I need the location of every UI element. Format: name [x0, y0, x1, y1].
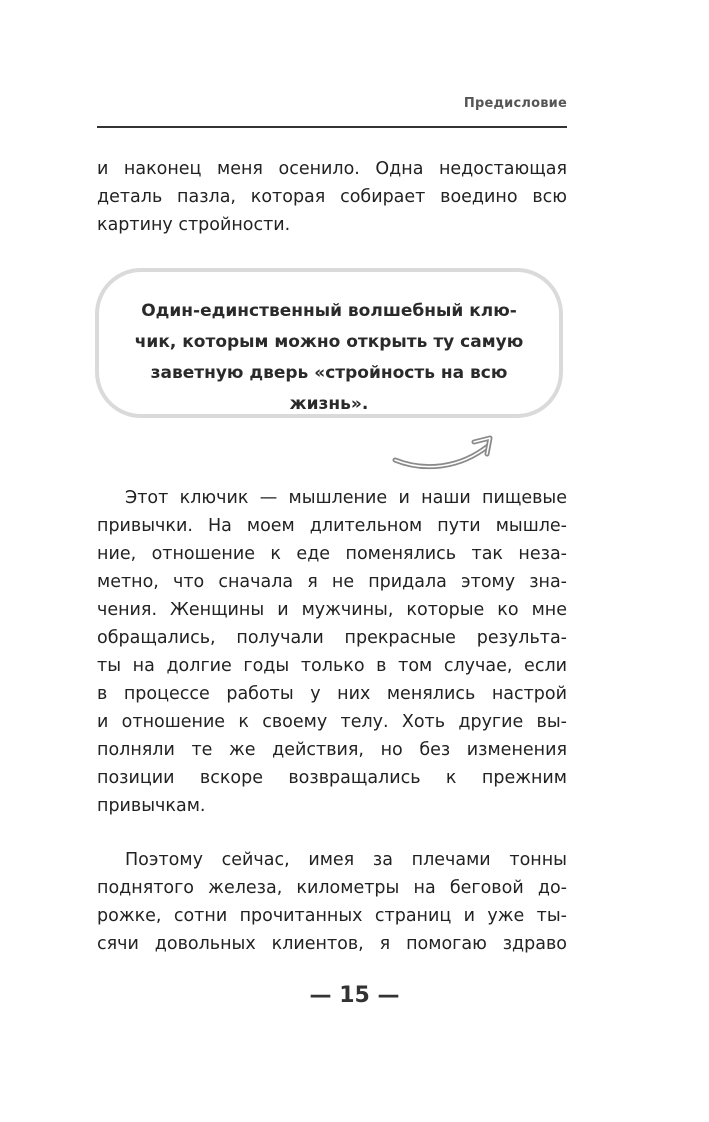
text-line: позиции вскоре возвращались к прежним	[97, 768, 567, 788]
text-line: привычкам.	[97, 796, 206, 816]
text-line: сячи довольных клиентов, я помогаю здраво	[97, 934, 567, 954]
callout-line: чик, которым можно открыть ту самую	[134, 332, 524, 352]
text-line: поднятого железа, километры на беговой до-	[97, 878, 567, 898]
text-line: привычки. На моем длительном пути мышле-	[97, 516, 567, 536]
text-line: метно, что сначала я не придала этому зна-	[97, 572, 567, 592]
text-line: обращались, получали прекрасные результа-	[97, 628, 567, 648]
text-line: ние, отношение к еде поменялись так неза-	[97, 544, 567, 564]
callout-line: жизнь».	[289, 394, 369, 414]
text-line: в процессе работы у них менялись настрой	[97, 684, 567, 704]
callout-line: заветную дверь «стройность на всю	[150, 363, 508, 383]
callout-line: Один-единственный волшебный клю-	[141, 301, 517, 321]
running-header: Предисловие	[463, 96, 567, 111]
paragraph-1	[97, 155, 567, 239]
text-line: и отношение к своему телу. Хоть другие вы-	[97, 712, 567, 732]
text-line: рожке, сотни прочитанных страниц и уже ты-	[97, 906, 567, 926]
text-line: деталь пазла, которая собирает воедино всю	[97, 187, 567, 207]
paragraph-2	[97, 484, 567, 820]
page-number: — 15 —	[309, 983, 400, 1008]
text-line: Поэтому сейчас, имея за плечами тонны	[125, 850, 567, 870]
text-line: полняли те же действия, но без изменения	[97, 740, 567, 760]
paragraph-3	[97, 846, 567, 958]
curved-arrow-icon	[390, 432, 505, 474]
callout-box	[95, 268, 563, 418]
text-line: и наконец меня осенило. Одна недостающая	[97, 159, 567, 179]
text-line: картину стройности.	[97, 215, 291, 235]
text-line: чения. Женщины и мужчины, которые ко мне	[97, 600, 567, 620]
callout-text	[99, 296, 559, 420]
text-line: ты на долгие годы только в том случае, если	[97, 656, 567, 676]
text-line: Этот ключик — мышление и наши пищевые	[125, 488, 567, 508]
header-rule	[97, 126, 567, 128]
